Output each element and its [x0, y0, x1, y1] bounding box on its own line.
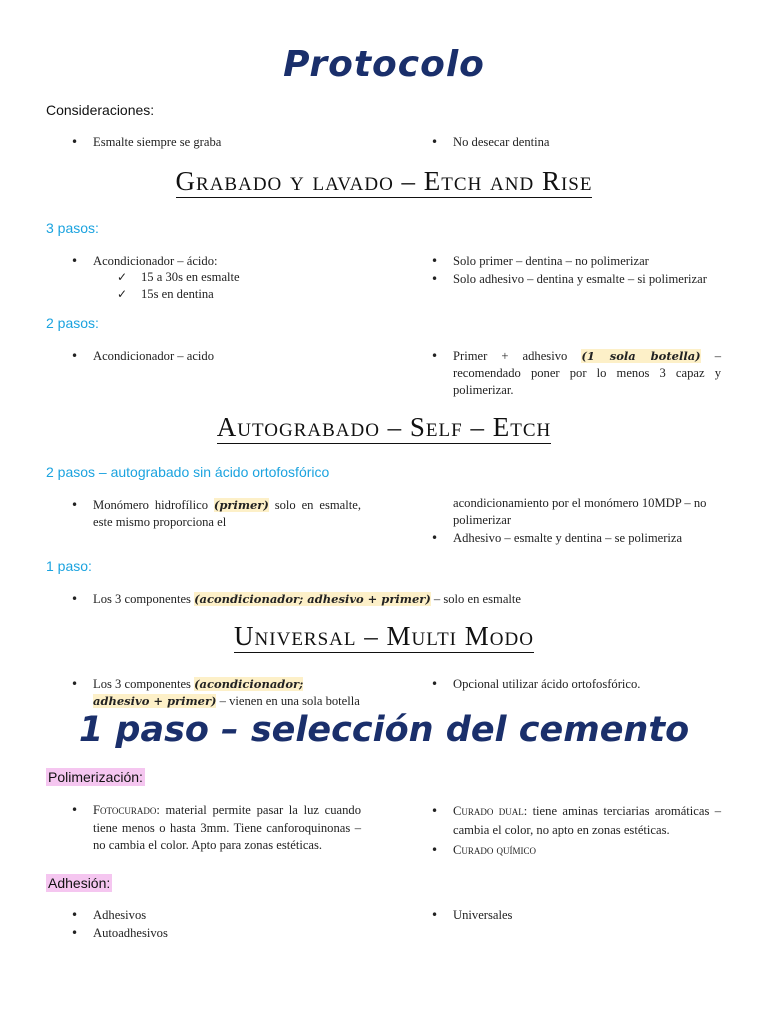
highlight: (acondicionador; adhesivo + primer) — [194, 592, 431, 606]
list-item-continuation: acondicionamiento por el monómero 10MDP – no polimerizar — [453, 496, 707, 527]
polimerizacion-label: Polimerización: — [48, 769, 143, 785]
term: Fotocurado: — [93, 803, 160, 817]
un-paso-label: 1 paso: — [46, 558, 92, 574]
autograbado-dos-pasos-label: 2 pasos – autograbado sin ácido ortofosfórico — [46, 464, 330, 480]
list-item: • Los 3 componentes (acondicionador; adhesivo + primer) – vienen en una sola botella — [93, 676, 363, 710]
term: Curado dual: — [453, 804, 528, 818]
check-item: ✓ 15s en dentina — [141, 286, 214, 303]
adhesion-label: Adhesión: — [48, 875, 111, 891]
list-item: • Solo adhesivo – dentina y esmalte – si polimerizar — [453, 271, 721, 288]
list-item: • No desecar dentina — [453, 134, 550, 151]
list-item: • Autoadhesivos — [93, 925, 168, 942]
highlight: (1 sola botella) — [581, 349, 701, 363]
section-heading-cemento: 1 paso – selección del cemento — [78, 710, 690, 750]
list-item: • Primer + adhesivo (1 sola botella) – recomendado poner por lo menos 3 capaz y polimerizar. — [453, 348, 721, 399]
list-item: • Los 3 componentes (acondicionador; adhesivo + primer) – solo en esmalte — [93, 591, 521, 608]
list-item: • Universales — [453, 907, 512, 924]
list-item: • Fotocurado: material permite pasar la luz cuando tiene menos o hasta 3mm. Tiene canforoquinonas – no cambia el color. Apto para zonas estéticas. — [93, 802, 361, 855]
list-item: • Monómero hidrofílico (primer) solo en esmalte, este mismo proporciona el — [93, 497, 361, 531]
list-item: • Acondicionador – acido — [93, 348, 214, 365]
dos-pasos-label: 2 pasos: — [46, 315, 99, 331]
list-item: • Solo primer – dentina – no polimerizar — [453, 253, 721, 270]
list-item: • Opcional utilizar ácido ortofosfórico. — [453, 676, 640, 693]
section-heading-grabado: Grabado y lavado – Etch and Rise — [175, 166, 593, 196]
list-item: • Adhesivo – esmalte y dentina – se polimeriza — [453, 530, 725, 547]
list-item: • Acondicionador – ácido: — [93, 253, 218, 270]
highlight: (primer) — [213, 498, 269, 512]
page-title: Protocolo — [283, 44, 485, 85]
check-item: ✓ 15 a 30s en esmalte — [141, 269, 240, 286]
list-item: • Curado químico — [453, 842, 536, 859]
highlight: (acondicionador; adhesivo + primer) — [93, 677, 304, 708]
tres-pasos-label: 3 pasos: — [46, 220, 99, 236]
consideraciones-label: Consideraciones: — [46, 102, 155, 118]
section-heading-universal: Universal – Multi Modo — [234, 621, 534, 651]
list-item: • Curado dual: tiene aminas terciarias aromáticas – cambia el color, no apto en zonas estéticas. — [453, 802, 721, 840]
list-item: • Adhesivos — [93, 907, 146, 924]
list-item: • Esmalte siempre se graba — [93, 134, 221, 151]
section-heading-autograbado: Autograbado – Self – Etch — [216, 412, 552, 442]
